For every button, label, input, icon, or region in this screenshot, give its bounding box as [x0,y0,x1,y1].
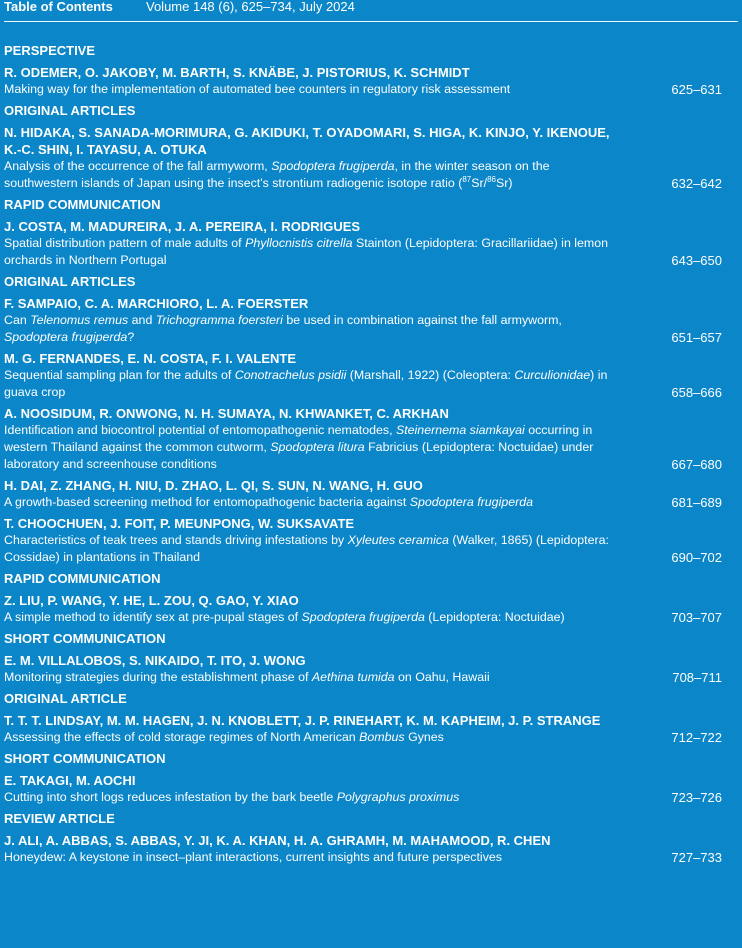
title-segment: Monitoring strategies during the establishment phase of [4,670,312,684]
title-italic-segment: Curculionidae [514,368,591,382]
article-authors: Z. LIU, P. WANG, Y. HE, L. ZOU, Q. GAO, Y. XIAO [4,593,299,608]
title-segment: and [128,313,156,327]
article-authors: R. ODEMER, O. JAKOBY, M. BARTH, S. KNÄBE, J. PISTORIUS, K. SCHMIDT [4,65,470,80]
article-pages: 690–702 [671,550,722,565]
article-entry[interactable] [4,350,738,401]
article-entry[interactable] [4,477,738,511]
section-heading: SHORT COMMUNICATION [4,631,166,646]
article-pages: 703–707 [671,610,722,625]
title-italic-segment: Spodoptera frugiperda [301,610,425,624]
article-pages: 681–689 [671,495,722,510]
title-segment: Analysis of the occurrence of the fall armyworm, [4,159,272,173]
article-authors: T. T. T. LINDSAY, M. M. HAGEN, J. N. KNOBLETT, J. P. RINEHART, K. M. KAPHEIM, J. P. STRANGE [4,713,601,728]
title-segment: Spatial distribution pattern of male adults of [4,236,246,250]
article-authors: E. TAKAGI, M. AOCHI [4,773,136,788]
article-pages: 708–711 [672,670,722,685]
article-title [4,609,738,626]
title-italic-segment: Spodoptera litura [270,440,365,454]
title-segment: A growth-based screening method for entomopathogenic bacteria against [4,495,410,509]
article-pages: 643–650 [671,253,722,268]
title-segment: ? [127,330,135,344]
title-italic-segment: Xyleutes ceramica [347,533,449,547]
article-title [4,235,738,269]
title-superscript: 86 [487,174,496,184]
article-title [4,494,738,511]
title-italic-segment: Conotrachelus psidii [234,368,347,382]
article-authors: E. M. VILLALOBOS, S. NIKAIDO, T. ITO, J. WONG [4,653,306,668]
title-segment: , in the winter season on the southwestern islands of Japan using the insect's strontium radiogenic isotope ratio ( [4,159,550,190]
article-authors: N. HIDAKA, S. SANADA-MORIMURA, G. AKIDUKI, T. OYADOMARI, S. HIGA, K. KINJO, Y. IKENOUE, K.-C. SHIN, I. TAYASU, A. OTUKA [4,125,610,157]
article-authors: H. DAI, Z. ZHANG, H. NIU, D. ZHAO, L. QI, S. SUN, N. WANG, H. GUO [4,478,423,493]
title-italic-segment: Spodoptera frugiperda [4,330,128,344]
title-segment: (Lepidoptera: Noctuidae) [424,610,565,624]
section-heading: RAPID COMMUNICATION [4,197,161,212]
article-title [4,422,738,473]
title-segment: Fabricius (Lepidoptera: Noctuidae) under laboratory and screenhouse conditions [4,440,594,471]
table-of-contents [4,38,738,870]
title-superscript: 87 [462,174,472,184]
title-segment: Assessing the effects of cold storage regimes of North American [4,730,360,744]
article-pages: 727–733 [671,850,722,865]
article-title [4,81,738,98]
article-entry[interactable] [4,515,738,566]
toc-header [4,0,738,22]
article-entry[interactable] [4,592,738,626]
volume-info: Volume 148 (6), 625–734, July 2024 [146,0,355,14]
title-italic-segment: Aethina tumida [311,670,395,684]
toc-title: Table of Contents [4,0,113,14]
title-segment: (Walker, 1865) (Lepidoptera: Cossidae) in plantations in Thailand [4,533,609,564]
article-entry[interactable] [4,64,738,98]
article-authors: J. COSTA, M. MADUREIRA, J. A. PEREIRA, I. RODRIGUES [4,219,361,234]
title-segment: Cutting into short logs reduces infestation by the bark beetle [4,790,337,804]
article-pages: 632–642 [671,176,722,191]
article-pages: 658–666 [671,385,722,400]
article-authors: M. G. FERNANDES, E. N. COSTA, F. I. VALENTE [4,351,297,366]
title-italic-segment: Trichogramma foersteri [155,313,283,327]
article-pages: 712–722 [671,730,722,745]
title-italic-segment: Polygraphus proximus [336,790,460,804]
article-entry[interactable] [4,832,738,866]
article-entry[interactable] [4,218,738,269]
title-segment: on Oahu, Hawaii [394,670,490,684]
title-segment: Characteristics of teak trees and stands driving infestations by [4,533,348,547]
article-entry[interactable] [4,124,738,192]
title-segment: be used in combination against the fall armyworm, [282,313,562,327]
article-title [4,789,738,806]
title-segment: (Marshall, 1922) (Coleoptera: [346,368,515,382]
section-heading: ORIGINAL ARTICLES [4,274,136,289]
article-entry[interactable] [4,295,738,346]
article-entry[interactable] [4,405,738,473]
title-segment: Can [4,313,31,327]
article-entry[interactable] [4,712,738,746]
article-authors: J. ALI, A. ABBAS, S. ABBAS, Y. JI, K. A. KHAN, H. A. GHRAMH, M. MAHAMOOD, R. CHEN [4,833,551,848]
title-segment: occurring in western Thailand against the common cutworm, [4,423,593,454]
title-italic-segment: Telenomus remus [30,313,129,327]
article-authors: T. CHOOCHUEN, J. FOIT, P. MEUNPONG, W. SUKSAVATE [4,516,355,531]
title-segment: A simple method to identify sex at pre-pupal stages of [4,610,302,624]
article-title [4,158,738,192]
title-segment: Stainton (Lepidoptera: Gracillariidae) in lemon orchards in Northern Portugal [4,236,609,267]
article-pages: 625–631 [671,82,722,97]
title-italic-segment: Spodoptera frugiperda [271,159,395,173]
title-segment: Sr/ [471,176,488,190]
title-italic-segment: Steinernema siamkayai [395,423,525,437]
article-title [4,849,738,866]
title-italic-segment: Spodoptera frugiperda [409,495,534,509]
title-italic-segment: Bombus [359,730,405,744]
article-pages: 723–726 [671,790,722,805]
title-segment: ) in guava crop [4,368,608,399]
article-pages: 651–657 [671,330,722,345]
section-heading: REVIEW ARTICLE [4,811,115,826]
article-title [4,729,738,746]
title-segment: Making way for the implementation of automated bee counters in regulatory risk assessment [4,82,511,96]
section-heading: ORIGINAL ARTICLES [4,103,136,118]
article-entry[interactable] [4,772,738,806]
title-segment: Sequential sampling plan for the adults of [4,368,235,382]
section-heading: PERSPECTIVE [4,43,96,58]
section-heading: RAPID COMMUNICATION [4,571,161,586]
article-authors: A. NOOSIDUM, R. ONWONG, N. H. SUMAYA, N. KHWANKET, C. ARKHAN [4,406,449,421]
title-segment: Sr) [495,176,513,190]
article-title [4,367,738,401]
article-pages: 667–680 [671,457,722,472]
section-heading: SHORT COMMUNICATION [4,751,166,766]
title-italic-segment: Phyllocnistis citrella [245,236,353,250]
article-entry[interactable] [4,652,738,686]
title-segment: Gynes [404,730,444,744]
article-title [4,532,738,566]
section-heading: ORIGINAL ARTICLE [4,691,127,706]
article-title [4,669,738,686]
article-authors: F. SAMPAIO, C. A. MARCHIORO, L. A. FOERSTER [4,296,309,311]
title-segment: Honeydew: A keystone in insect–plant interactions, current insights and future perspectives [4,850,502,864]
title-segment: Identification and biocontrol potential of entomopathogenic nematodes, [4,423,396,437]
article-title [4,312,738,346]
